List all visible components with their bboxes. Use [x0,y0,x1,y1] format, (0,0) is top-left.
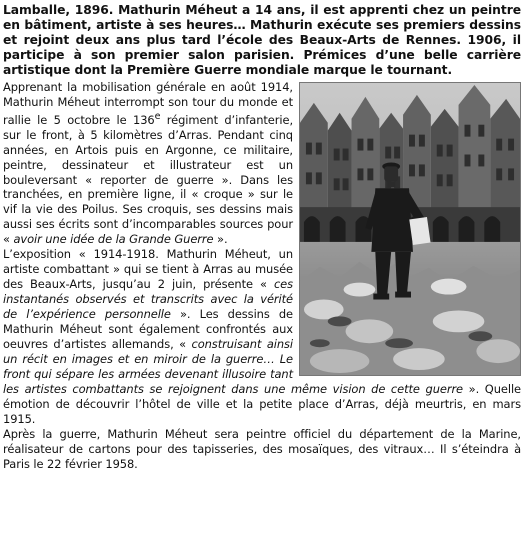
photo-image [300,83,520,375]
paragraph-mobilisation-text-b: régiment d’infanterie, sur le front, à 5 kilomètres d’Arras. Pendant cinq années, en Artois puis en Argonne, ce militaire, peintre, dessinateur et illustrateur est un bouleversant « reporter de guerre ». Dans les tranchées, en première ligne, il « croque » sur le vif la vie des Poilus. Ses croquis, ses dessins mais aussi ses écrits sont d’incomparables sources pour « [3,112,294,247]
quote-grande-guerre: avoir une idée de la Grande Guerre [13,232,214,247]
paragraph-mobilisation-text-c: ». [213,232,228,247]
paragraph-exposition-text-a: L’exposition « 1914-1918. Mathurin Méheut, un artiste combattant » qui se tient à Arras au musée des Beaux-Arts, jusqu’au 2 juin, présente « [3,247,293,292]
quote-recit-en-images: construisant ainsi un récit en images et en miroir de la guerre… Le front qui sépare les armées devenant illusoire tant les artistes combattants se rejoignent dans une même vision de cette guerre [3,337,464,396]
intro-paragraph: Lamballe, 1896. Mathurin Méheut a 14 ans, il est apprenti chez un peintre en bâtiment, artiste à ses heures… Mathurin exécute ses premiers dessins et rejoint deux ans plus tard l’école des Beaux-Arts de Rennes. 1906, il participe à son premier salon parisien. Prémices d’une belle carrière artistique dont la Première Guerre mondiale marque le tournant. [3,3,521,77]
photo-soldier-arras-ruins [299,82,521,376]
ordinal-superscript: e [154,110,161,122]
paragraph-apres-guerre: Après la guerre, Mathurin Méheut sera peintre officiel du département de la Marine, réalisateur de cartons pour des tapisseries, des mosaïques, des vitraux… Il s’éteindra à Paris le 22 février 1958. [3,426,521,471]
paragraph-exposition-text-b: ». Les dessins de Mathurin Méheut sont également confrontés aux oeuvres d’artistes allemands, « [3,307,293,352]
paragraph-exposition-text-c: ». Quelle émotion de découvrir l’hôtel de ville et la petite place d’Arras, déjà meurtris, en mars 1915. [3,381,521,426]
quote-instantanes: ces instantanés observés et transcrits avec la vérité de l’expérience personnelle [3,277,293,322]
paragraph-mobilisation-text-a: Apprenant la mobilisation générale en août 1914, Mathurin Méheut interrompt son tour du monde et rallie le 5 octobre le 136 [3,80,293,127]
